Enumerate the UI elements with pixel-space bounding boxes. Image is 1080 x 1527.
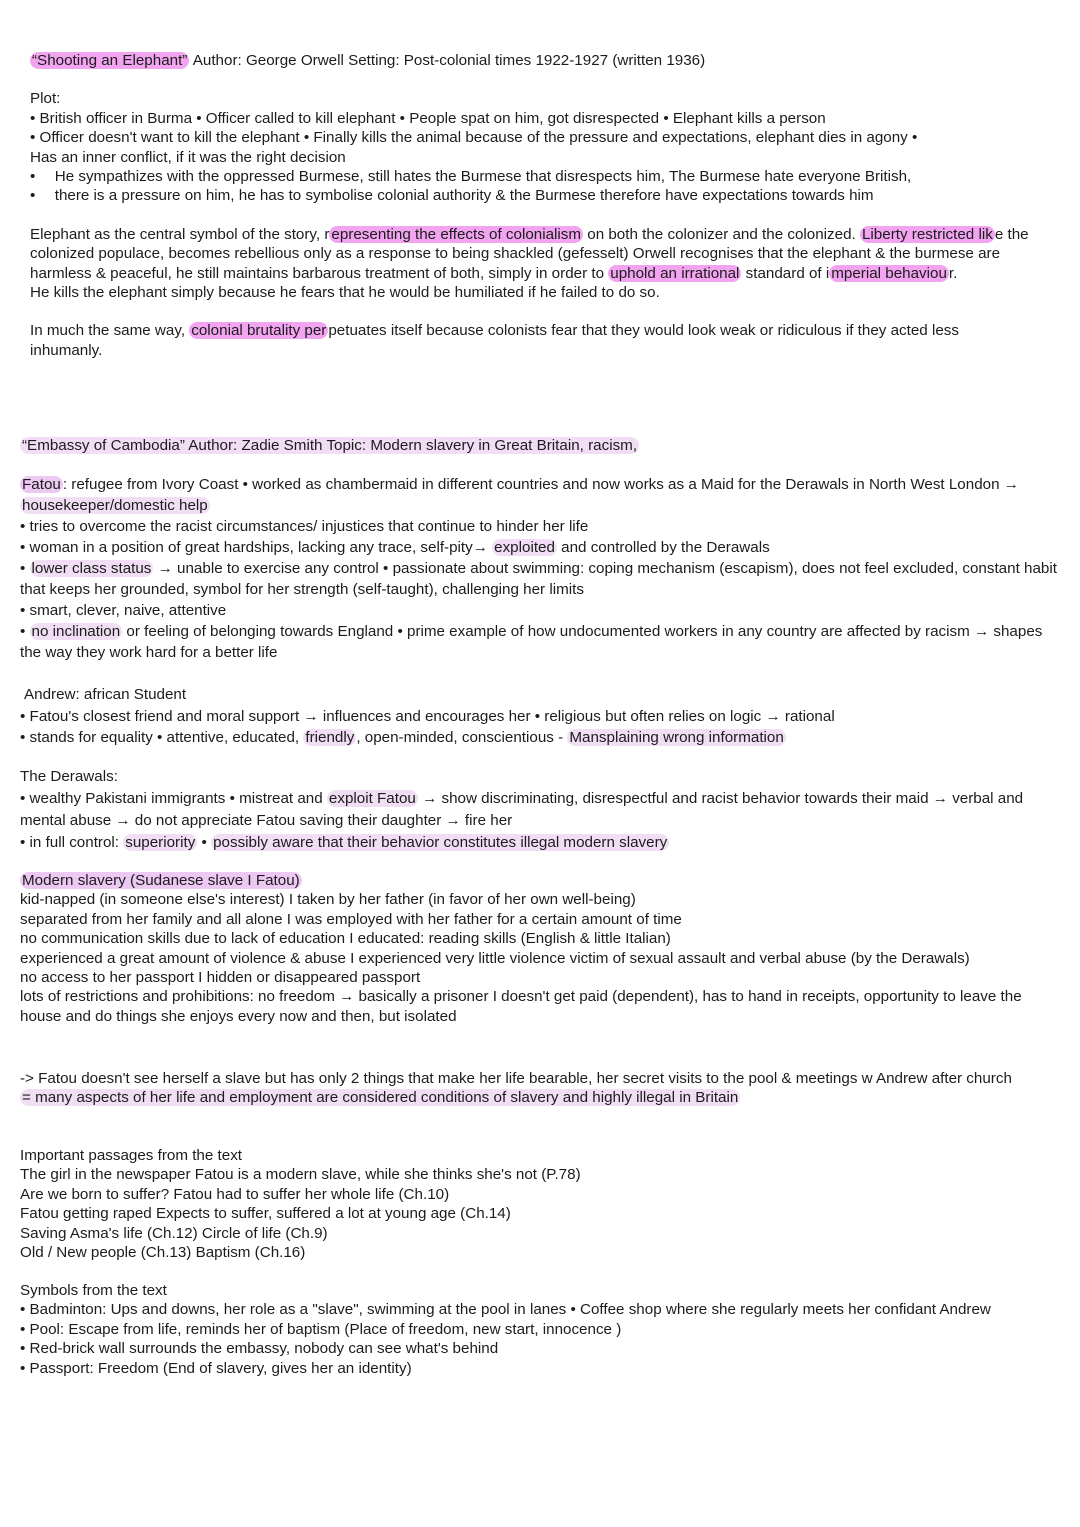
fatou-intro: Fatou : refugee from Ivory Coast • worked as chambermaid in different countries and now works as a Maid for the Derawals in North West London → housekeeper/domestic help [22,476,1019,514]
plot-bullet: • there is a pressure on him, he has to symbolise colonial authority & the Burmese therefore have expectations towards him [30,187,874,205]
plot-line: • Officer doesn't want to kill the elephant • Finally kills the animal because of the pressure and expectations, elephant dies in agony • [30,129,918,147]
fatou-point: • woman in a position of great hardships, lacking any trace, self-pity→ exploited and controlled by the Derawals [20,539,770,556]
slavery-title: Modern slavery (Sudanese slave I Fatou) [22,872,300,889]
analysis-paragraph: Elephant as the central symbol of the story, r epresenting the effects of colonialism on both the colonizer and the colonized. Liberty restricted lik e the colonized populace, becomes rebellious only as a response to being shackled (gefesselt) Orwell recognises that the elephant & the burmese are harmless & peaceful, he still maintains barbarous treatment of both, simply in order to uphold an irrational standard of i mperial behaviou r. [30,225,1029,282]
andrew-point: • Fatou's closest friend and moral support → influences and encourages her • religious but often relies on logic → rational [20,707,835,725]
slavery-point: experienced a great amount of violence & abuse I experienced very little violence victim of sexual assault and verbal abuse (by the Derawals) [20,949,970,967]
analysis-paragraph: He kills the elephant simply because he fears that he would be humiliated if he failed to do so. [30,284,660,302]
slavery-point: lots of restrictions and prohibitions: no freedom → basically a prisoner I doesn't get paid (dependent), has to hand in receipts, opportunity to leave the house and do things she enjoys every now and then, but isolated [20,988,1022,1025]
fatou-point: • no inclination or feeling of belonging towards England • prime example of how undocumented workers in any country are affected by racism → shapes the way they work hard for a better life [20,623,1043,661]
fatou-point: • tries to overcome the racist circumstances/ injustices that continue to hinder her life [20,518,589,535]
smith-heading: “Embassy of Cambodia” Author: Zadie Smith Topic: Modern slavery in Great Britain, racism, [22,437,638,454]
orwell-section [30,51,1030,360]
symbol-item: • Red-brick wall surrounds the embassy, nobody can see what's behind [20,1340,499,1358]
plot-line: • British officer in Burma • Officer called to kill elephant • People spat on him, got disrespected • Elephant kills a person [30,109,826,127]
plot-line: Has an inner conflict, if it was the right decision [30,148,346,166]
conclusion-line: = many aspects of her life and employment are considered conditions of slavery and highly illegal in Britain [22,1089,739,1107]
symbol-item: • Passport: Freedom (End of slavery, gives her an identity) [20,1359,412,1377]
conclusion-section [20,1069,1060,1108]
derawals-point: • in full control: superiority • possibly aware that their behavior constitutes illegal modern slavery [20,834,668,851]
orwell-title: “Shooting an Elephant” [32,52,188,69]
derawals-title: The Derawals: [20,768,118,785]
conclusion-line: -> Fatou doesn't see herself a slave but has only 2 things that make her life bearable, her secret visits to the pool & meetings w Andrew after church [20,1070,1012,1087]
slavery-point: no communication skills due to lack of education I educated: reading skills (English & little Italian) [20,930,671,948]
orwell-heading: “Shooting an Elephant” Author: George Orwell Setting: Post-colonial times 1922-1927 (written 1936) [32,52,706,69]
passages-section [20,1146,1060,1262]
passage-item: Are we born to suffer? Fatou had to suffer her whole life (Ch.10) [20,1185,450,1203]
fatou-point: • smart, clever, naive, attentive [20,602,227,619]
analysis-paragraph: In much the same way, colonial brutality per petuates itself because colonists fear that they would look weak or ridiculous if they acted less inhumanly. [30,322,959,359]
passage-item: Saving Asma's life (Ch.12) Circle of life (Ch.9) [20,1224,328,1242]
slavery-point: no access to her passport I hidden or disappeared passport [20,969,421,987]
plot-bullet: • He sympathizes with the oppressed Burmese, still hates the Burmese that disrespects him, The Burmese hate everyone British, [30,168,912,186]
derawals-section [20,766,1060,854]
plot-label: Plot: [30,90,61,108]
passage-item: The girl in the newspaper Fatou is a modern slave, while she thinks she's not (P.78) [20,1166,581,1184]
symbols-title: Symbols from the text [20,1282,167,1299]
passage-item: Old / New people (Ch.13) Baptism (Ch.16) [20,1244,306,1262]
slavery-section [20,871,1060,1026]
fatou-section [20,474,1060,663]
andrew-section [20,684,1060,749]
smith-heading-block [20,436,1060,455]
passages-title: Important passages from the text [20,1147,243,1164]
symbol-item: • Pool: Escape from life, reminds her of baptism (Place of freedom, new start, innocence ) [20,1320,622,1338]
slavery-point: kid-napped (in someone else's interest) I taken by her father (in favor of her own well-being) [20,891,636,909]
fatou-point: • lower class status → unable to exercise any control • passionate about swimming: coping mechanism (escapism), does not feel excluded, constant habit that keeps her grounded, symbol for her strength (self-taught), challenging her limits [20,560,1057,598]
andrew-title: Andrew: african Student [24,686,187,703]
passage-item: Fatou getting raped Expects to suffer, suffered a lot at young age (Ch.14) [20,1205,511,1223]
symbol-item: • Badminton: Ups and downs, her role as a "slave", swimming at the pool in lanes • Coffee shop where she regularly meets her confidant Andrew [20,1301,991,1319]
andrew-point: • stands for equality • attentive, educated, friendly , open-minded, conscientious - Mansplaining wrong information [20,729,784,746]
slavery-point: separated from her family and all alone I was employed with her father for a certain amount of time [20,910,682,928]
derawals-point: • wealthy Pakistani immigrants • mistreat and exploit Fatou → show discriminating, disrespectful and racist behavior towards their maid → verbal and mental abuse → do not appreciate Fatou saving their daughter → fire her [20,790,1024,829]
symbols-section [20,1281,1060,1378]
